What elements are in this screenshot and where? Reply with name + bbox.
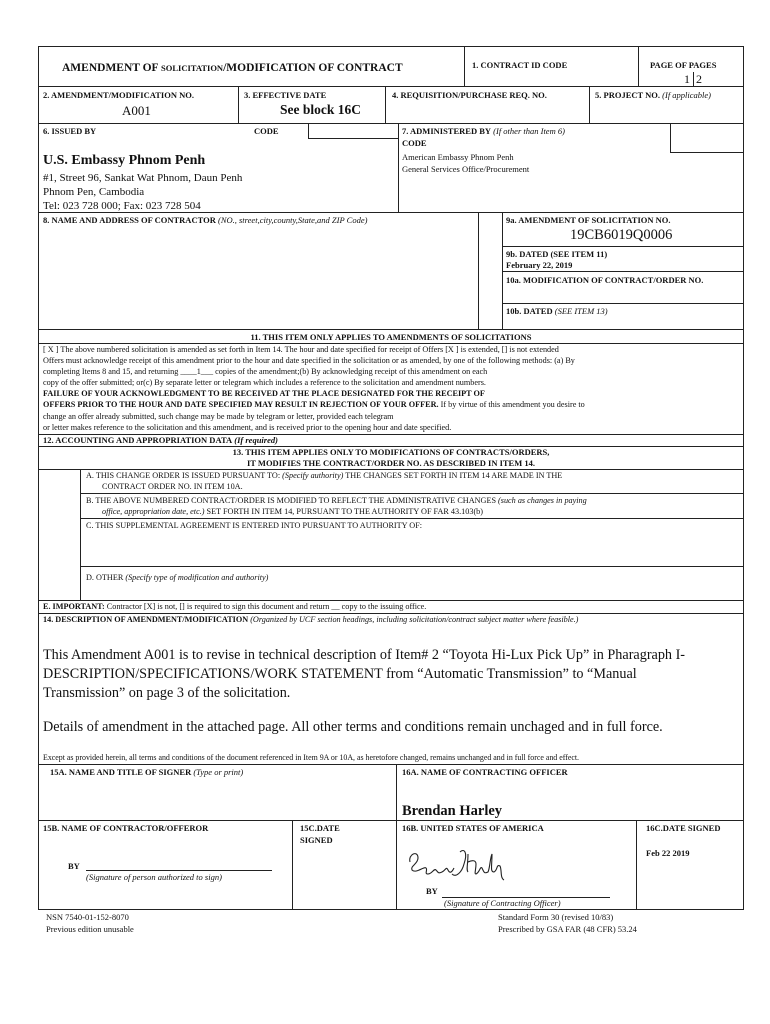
- solicitation-date-label: 9b. DATED (SEE ITEM 11): [506, 249, 608, 259]
- date-signed-16c-label: 16C.DATE SIGNED: [646, 823, 721, 833]
- administered-by-label: 7. ADMINISTERED BY (If other than Item 6): [402, 126, 565, 136]
- contractor-label: 8. NAME AND ADDRESS OF CONTRACTOR (NO., street,city,county,State,and ZIP Code): [43, 215, 368, 225]
- form-title: AMENDMENT OF SOLICITATION/MODIFICATION OF CONTRACT: [62, 62, 403, 74]
- item11-warning2: OFFERS PRIOR TO THE HOUR AND DATE SPECIFIED MAY RESULT IN REJECTION OF YOUR OFFER. If by virtue of this amendment you desire to: [43, 400, 585, 409]
- accounting-label: 12. ACCOUNTING AND APPROPRIATION DATA (If required): [43, 435, 278, 445]
- issued-by-label: 6. ISSUED BY: [43, 126, 97, 136]
- border-right: [743, 46, 744, 910]
- item11-line: change an offer already submitted, such change may be made by telegram or letter, provided each telegram: [43, 412, 394, 421]
- issuer-name: U.S. Embassy Phnom Penh: [43, 153, 206, 168]
- item13-title1: 13. THIS ITEM APPLIES ONLY TO MODIFICATIONS OF CONTRACTS/ORDERS,: [232, 447, 550, 457]
- issuer-phone: Tel: 023 728 000; Fax: 023 728 504: [43, 200, 201, 212]
- item11-line: copy of the offer submitted; or(c) By separate letter or telegram which includes a reference to the solicitation and amendment numbers.: [43, 378, 486, 387]
- item13-c-line: C. THIS SUPPLEMENTAL AGREEMENT IS ENTERED INTO PURSUANT TO AUTHORITY OF:: [86, 521, 423, 530]
- solicitation-no-label: 9a. AMENDMENT OF SOLICITATION NO.: [506, 215, 671, 225]
- item11-line: Offers must acknowledge receipt of this amendment prior to the hour and date specified in the solicitation or as amended, by one of the following methods: (a) By: [43, 356, 575, 365]
- administrator-line1: American Embassy Phnom Penh: [402, 152, 514, 162]
- standard-form-label: Standard Form 30 (revised 10/83): [498, 912, 614, 922]
- except-clause: Except as provided herein, all terms and conditions of the document referenced in Item 9A or 10A, as heretofore changed, remains unchanged and in full force and effect.: [43, 753, 579, 762]
- amendment-no-label: 2. AMENDMENT/MODIFICATION NO.: [43, 90, 194, 100]
- date-signed-16c-value: Feb 22 2019: [646, 848, 690, 858]
- date-signed-15c-label2: SIGNED: [300, 835, 333, 845]
- description-line2: DESCRIPTION/SPECIFICATIONS/WORK STATEMENT from “Automatic Transmission” to “Manual: [43, 666, 637, 682]
- page-of-pages-label: PAGE OF PAGES: [650, 60, 717, 70]
- usa-label: 16B. UNITED STATES OF AMERICA: [402, 823, 544, 833]
- issuer-address-line1: #1, Street 96, Sankat Wat Phnom, Daun Penh: [43, 172, 243, 184]
- solicitation-date-value: February 22, 2019: [506, 260, 573, 270]
- item11-line: [ X ] The above numbered solicitation is amended as set forth in Item 14. The hour and date specified for receipt of Offers [X ] is extended, [] is not extended: [43, 345, 559, 354]
- description-line4: Details of amendment in the attached page. All other terms and conditions remain unchaged and in full force.: [43, 719, 663, 735]
- item13-d-line: D. OTHER (Specify type of modification and authority): [86, 573, 269, 582]
- contractor-offeror-label: 15B. NAME OF CONTRACTOR/OFFEROR: [43, 823, 209, 833]
- modification-date-label: 10b. DATED (SEE ITEM 13): [506, 306, 608, 316]
- solicitation-no-value: 19CB6019Q0006: [570, 227, 673, 243]
- previous-edition-note: Previous edition unusable: [46, 924, 134, 934]
- item11-line: completing Items 8 and 15, and returning ____1___ copies of the amendment;(b) By acknowledging receipt of this amendment on each: [43, 367, 488, 376]
- requisition-label: 4. REQUISITION/PURCHASE REQ. NO.: [392, 90, 547, 100]
- border-bottom: [38, 909, 744, 910]
- item11-title: 11. THIS ITEM ONLY APPLIES TO AMENDMENTS OF SOLICITATIONS: [250, 332, 532, 342]
- administrator-line2: General Services Office/Procurement: [402, 164, 530, 174]
- border-left: [38, 46, 39, 910]
- description-line3: Transmission” on page 3 of the solicitation.: [43, 685, 291, 701]
- description-line1: This Amendment A001 is to revise in technical description of Item# 2 “Toyota Hi-Lux Pick Up” in Pharagraph I-: [43, 647, 686, 663]
- description-label: 14. DESCRIPTION OF AMENDMENT/MODIFICATION (Organized by UCF section headings, including solicitation/contract subject matter where feasible.): [43, 615, 579, 624]
- issued-code-label: CODE: [254, 126, 279, 136]
- contracting-officer-label: 16A. NAME OF CONTRACTING OFFICER: [402, 767, 568, 777]
- important-line: E. IMPORTANT: Contractor [X] is not, [] is required to sign this document and return __ copy to the issuing office.: [43, 602, 427, 611]
- item13-a-line2: CONTRACT ORDER NO. IN ITEM 10A.: [102, 482, 243, 491]
- contract-id-label: 1. CONTRACT ID CODE: [472, 60, 568, 70]
- effective-date-value: See block 16C: [280, 102, 361, 117]
- item13-b-line1: B. THE ABOVE NUMBERED CONTRACT/ORDER IS MODIFIED TO REFLECT THE ADMINISTRATIVE CHANGES (such as changes in paying: [86, 496, 587, 505]
- issuer-address-line2: Phnom Pen, Cambodia: [43, 186, 145, 198]
- date-signed-15c-label: 15C.DATE: [300, 823, 340, 833]
- item11-warning1: FAILURE OF YOUR ACKNOWLEDGMENT TO BE RECEIVED AT THE PLACE DESIGNATED FOR THE RECEIPT OF: [43, 389, 485, 398]
- effective-date-label: 3. EFFECTIVE DATE: [244, 90, 327, 100]
- item13-b-line2: office, appropriation date, etc.) SET FORTH IN ITEM 14, PURSUANT TO THE AUTHORITY OF FAR 43.103(b): [102, 507, 483, 516]
- page-number: 1 2: [684, 72, 702, 86]
- item13-a-line1: A. THIS CHANGE ORDER IS ISSUED PURSUANT TO: (Specify authority) THE CHANGES SET FORTH IN ITEM 14 ARE MADE IN THE: [86, 471, 563, 480]
- contractor-signature-caption: (Signature of person authorized to sign): [86, 872, 222, 882]
- by-label-officer: BY: [426, 886, 438, 896]
- prescribed-by-label: Prescribed by GSA FAR (48 CFR) 53.24: [498, 924, 637, 934]
- officer-signature-caption: (Signature of Contracting Officer): [444, 898, 561, 908]
- contractor-signature-line: [86, 870, 272, 871]
- item11-line: or letter makes reference to the solicitation and this amendment, and is received prior to the opening hour and date specified.: [43, 423, 452, 432]
- administered-code-label: CODE: [402, 138, 427, 148]
- nsn-number: NSN 7540-01-152-8070: [46, 912, 129, 922]
- item13-title2: IT MODIFIES THE CONTRACT/ORDER NO. AS DESCRIBED IN ITEM 14.: [246, 458, 536, 468]
- modification-no-label: 10a. MODIFICATION OF CONTRACT/ORDER NO.: [506, 275, 704, 285]
- project-no-label: 5. PROJECT NO. (If applicable): [595, 90, 712, 100]
- signer-name-label: 15A. NAME AND TITLE OF SIGNER (Type or print): [50, 767, 244, 777]
- by-label-contractor: BY: [68, 861, 80, 871]
- sf30-form: [38, 46, 744, 910]
- amendment-no-value: A001: [122, 103, 151, 118]
- contracting-officer-name: Brendan Harley: [402, 803, 503, 819]
- officer-signature: [404, 844, 524, 886]
